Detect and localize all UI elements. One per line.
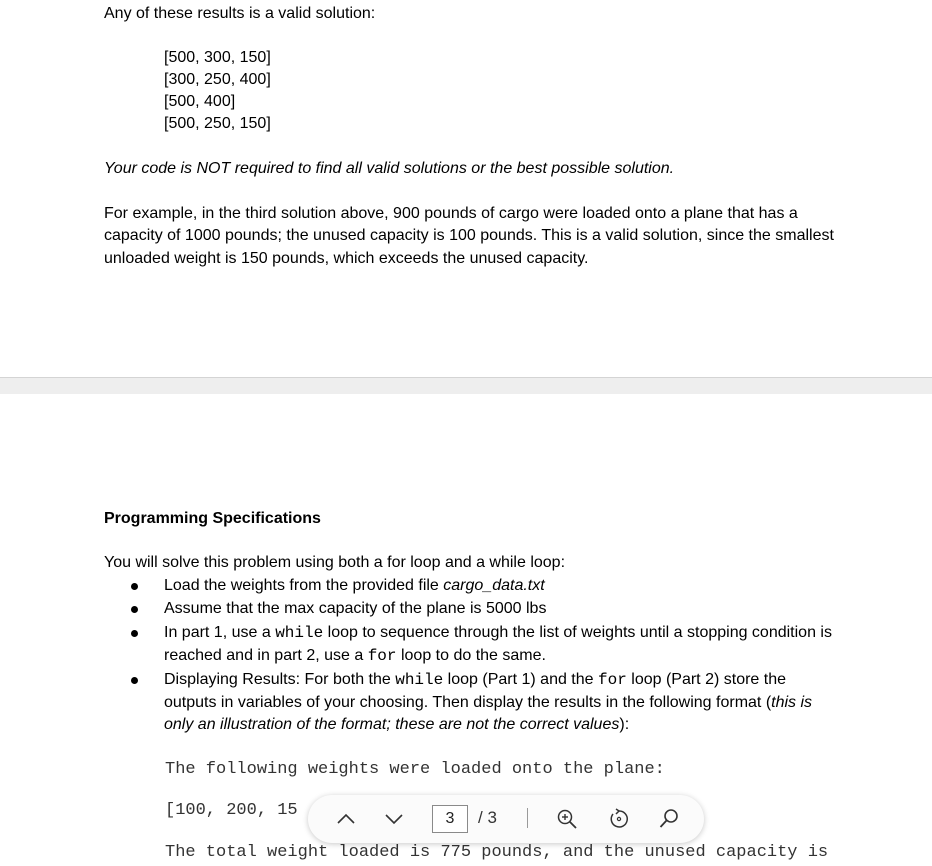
- bullet-loops-line2: reached and in part 2, use a for loop to do the same.: [164, 647, 546, 665]
- rotate-button[interactable]: [606, 806, 632, 832]
- next-page-button[interactable]: [380, 807, 408, 831]
- search-button[interactable]: [656, 806, 682, 832]
- page-total: / 3: [478, 808, 497, 827]
- solution-item: [500, 250, 150]: [164, 115, 271, 132]
- section-heading: Programming Specifications: [104, 510, 321, 527]
- code-line: The total weight loaded is 775 pounds, and the unused capacity is: [165, 843, 829, 862]
- zoom-in-icon: [556, 808, 578, 830]
- intro-text: Any of these results is a valid solution:: [104, 5, 376, 22]
- chevron-up-icon: [336, 813, 356, 825]
- bullet-max-capacity: Assume that the max capacity of the plane is 5000 lbs: [164, 600, 547, 617]
- example-line: capacity of 1000 pounds; the unused capacity is 100 pounds. This is a valid solution, since the smallest: [104, 227, 834, 244]
- code-line: The following weights were loaded onto the plane:: [165, 760, 665, 779]
- page-separator: [0, 377, 932, 394]
- example-line: For example, in the third solution above, 900 pounds of cargo were loaded onto a plane that has a: [104, 205, 798, 222]
- pdf-viewer-toolbar: [308, 795, 704, 843]
- example-line: unloaded weight is 150 pounds, which exceeds the unused capacity.: [104, 250, 589, 267]
- code-line: [100, 200, 15: [165, 801, 298, 820]
- previous-page-button[interactable]: [332, 807, 360, 831]
- spec-intro: You will solve this problem using both a for loop and a while loop:: [104, 554, 566, 571]
- search-icon: [658, 808, 680, 830]
- page-number-input[interactable]: [432, 805, 468, 833]
- bullet-marker: [131, 583, 138, 590]
- bullet-load-weights: Load the weights from the provided file cargo_data.txt: [164, 577, 545, 594]
- bullet-loops-line1: In part 1, use a while loop to sequence through the list of weights until a stopping condition is: [164, 624, 832, 642]
- rotate-icon: [607, 807, 631, 831]
- solution-item: [300, 250, 400]: [164, 71, 271, 88]
- document-page-2: [0, 0, 932, 377]
- note-text: Your code is NOT required to find all valid solutions or the best possible solution.: [104, 160, 675, 177]
- chevron-down-icon: [384, 813, 404, 825]
- bullet-marker: [131, 630, 138, 637]
- bullet-marker: [131, 677, 138, 684]
- toolbar-divider: [527, 808, 528, 828]
- solution-item: [500, 400]: [164, 93, 236, 110]
- solution-item: [500, 300, 150]: [164, 49, 271, 66]
- bullet-display-line2: outputs in variables of your choosing. Then display the results in the following format (this is: [164, 694, 813, 711]
- bullet-display-line3: only an illustration of the format; these are not the correct values):: [164, 716, 630, 733]
- zoom-in-button[interactable]: [554, 806, 580, 832]
- bullet-marker: [131, 606, 138, 613]
- bullet-display-line1: Displaying Results: For both the while loop (Part 1) and the for loop (Part 2) store the: [164, 671, 786, 689]
